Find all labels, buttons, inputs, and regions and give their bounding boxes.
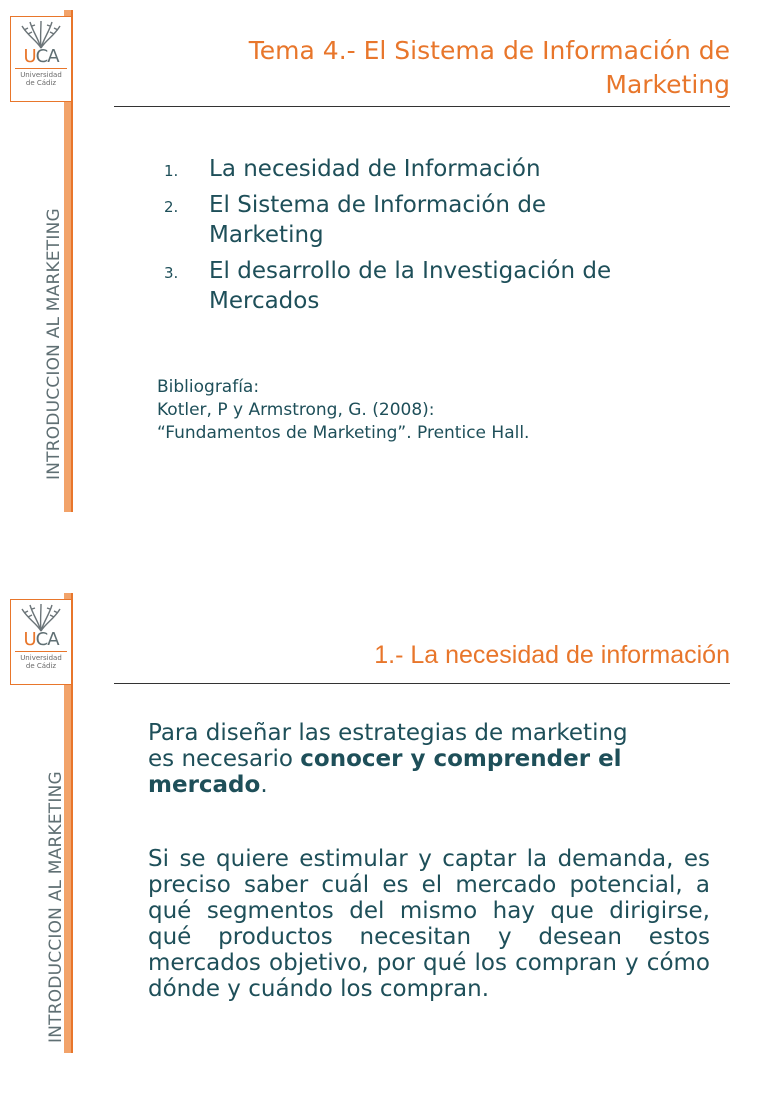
logo-wordmark: UCA [23, 629, 59, 650]
title-underline [114, 683, 730, 684]
bibliography-line-1: Kotler, P y Armstrong, G. (2008): [157, 400, 435, 420]
intro-emphasis-1: conocer y comprender el [300, 746, 622, 772]
slide-title: 1.- La necesidad de información [374, 641, 730, 669]
body-paragraph: Si se quiere estimular y captar la demanda, es preciso saber cuál es el mercado potencial, a qué segmentos del mismo hay que dirigirse, qué productos necesitan y desean estos mercados objetivo, por qué los compran y cómo dónde y cuándo los compran. [148, 846, 710, 1002]
intro-suffix: . [260, 772, 268, 798]
logo-subtitle-2: de Cádiz [25, 662, 57, 670]
logo-subtitle-1: Universidad [20, 654, 62, 662]
list-item-text: El desarrollo de la Investigación de [209, 258, 612, 284]
bibliography-line-2: “Fundamentos de Marketing”. Prentice Hall. [157, 423, 530, 443]
slide-2 [0, 583, 768, 1095]
intro-line-1: Para diseñar las estrategias de marketing [148, 720, 628, 746]
list-item [160, 154, 720, 184]
intro-line-2 [148, 746, 710, 772]
list-item-text: El Sistema de Información de [209, 192, 547, 218]
logo-subtitle-2: de Cádiz [25, 79, 57, 87]
bibliography [157, 376, 717, 445]
logo-divider [15, 68, 67, 69]
intro-emphasis-2: mercado [148, 772, 261, 798]
intro-prefix: es necesario [148, 746, 301, 772]
uca-logo [10, 16, 72, 102]
uca-logo [10, 599, 72, 685]
logo-wordmark: UCA [23, 46, 59, 67]
logo-subtitle-1: Universidad [20, 71, 62, 79]
title-underline [114, 106, 730, 107]
list-item-number: 3. [164, 264, 179, 282]
sidebar-vertical-label: INTRODUCCION AL MARKETING [46, 771, 66, 1043]
list-item [160, 256, 720, 316]
list-item-text-cont: Mercados [209, 288, 320, 314]
bibliography-heading: Bibliografía: [157, 377, 260, 397]
topics-list [160, 154, 720, 322]
logo-divider [15, 651, 67, 652]
list-item-number: 2. [164, 198, 179, 216]
list-item [160, 190, 720, 250]
intro-paragraph [148, 720, 710, 798]
list-item-text: La necesidad de Información [209, 156, 541, 182]
slide-1 [0, 0, 768, 512]
slide-title-line-1: Tema 4.- El Sistema de Información de [248, 36, 730, 65]
sidebar-vertical-label: INTRODUCCION AL MARKETING [44, 208, 64, 480]
list-item-number: 1. [164, 162, 179, 180]
intro-line-3 [148, 772, 710, 798]
slide-title-line-2: Marketing [605, 70, 730, 99]
slide-title [110, 34, 730, 102]
list-item-text-cont: Marketing [209, 222, 324, 248]
